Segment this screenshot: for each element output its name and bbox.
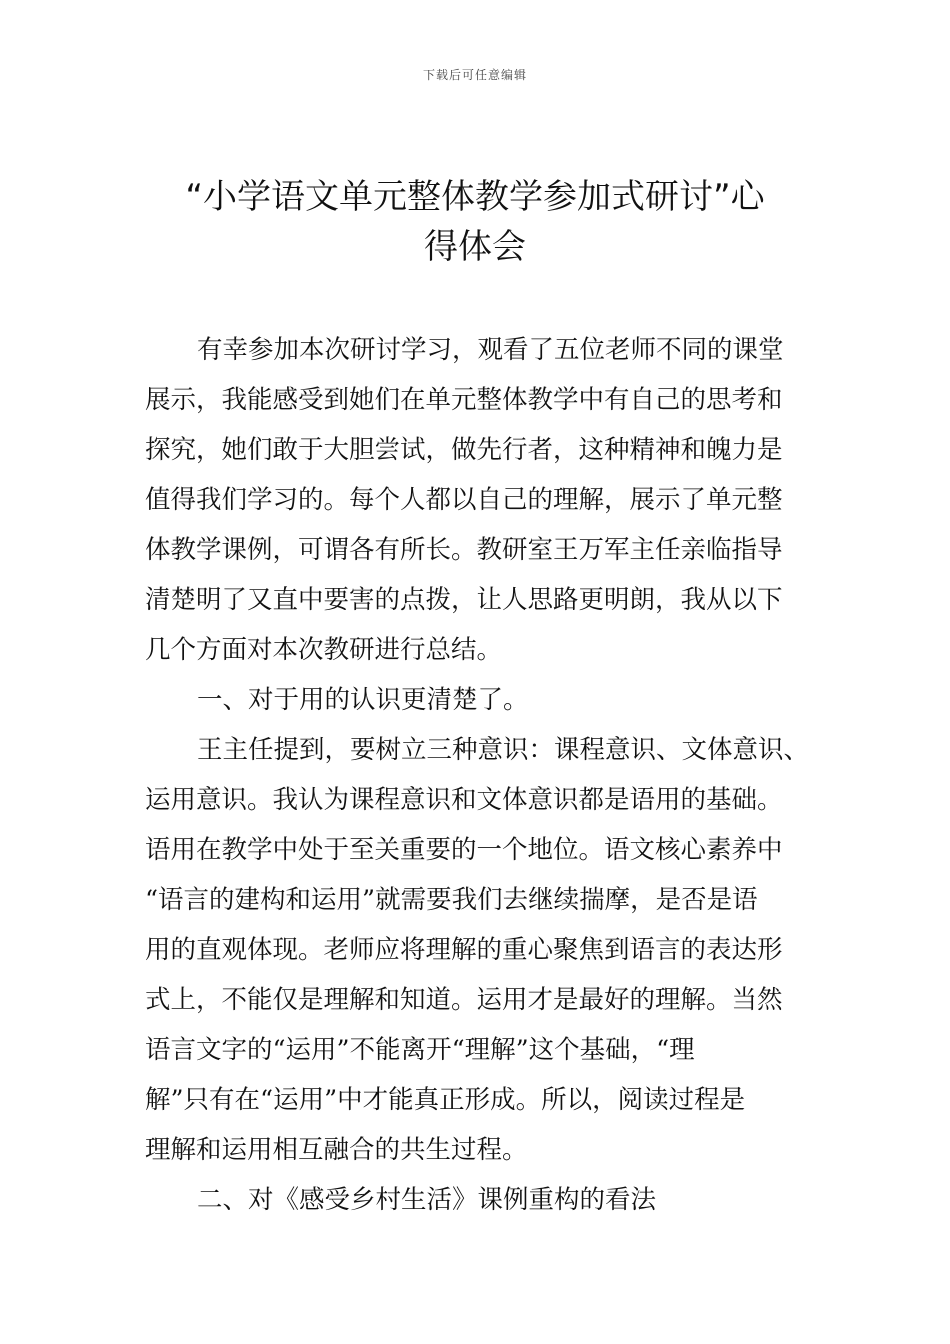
paragraph-line: 值得我们学习的。每个人都以自己的理解，展示了单元整 bbox=[145, 485, 783, 515]
paragraph-line: 探究，她们敢于大胆尝试，做先行者，这种精神和魄力是 bbox=[145, 435, 783, 465]
paragraph-line: “语言的建构和运用”就需要我们去继续揣摩，是否是语 bbox=[145, 885, 758, 915]
section-heading: 二、对《感受乡村生活》课例重构的看法 bbox=[197, 1185, 657, 1215]
paragraph-line: 语言文字的“运用”不能离开“理解”这个基础，“理 bbox=[145, 1035, 695, 1065]
paragraph-line: 式上，不能仅是理解和知道。运用才是最好的理解。当然 bbox=[145, 985, 783, 1015]
paragraph-line: 运用意识。我认为课程意识和文体意识都是语用的基础。 bbox=[145, 785, 783, 815]
document-body bbox=[145, 325, 810, 1225]
paragraph-line: 用的直观体现。老师应将理解的重心聚焦到语言的表达形 bbox=[145, 935, 783, 965]
paragraph-line: 清楚明了又直中要害的点拨，让人思路更明朗，我从以下 bbox=[145, 585, 783, 615]
page-header-note: 下载后可任意编辑 bbox=[422, 68, 527, 82]
paragraph-line: 几个方面对本次教研进行总结。 bbox=[145, 635, 503, 665]
paragraph-line: 理解和运用相互融合的共生过程。 bbox=[145, 1135, 528, 1165]
paragraph-line: 解”只有在“运用”中才能真正形成。所以，阅读过程是 bbox=[145, 1085, 746, 1115]
document-title bbox=[150, 172, 800, 272]
paragraph-line: 有幸参加本次研讨学习，观看了五位老师不同的课堂 bbox=[197, 335, 784, 365]
title-line-2: 得体会 bbox=[424, 227, 526, 267]
title-line-1: “小学语文单元整体教学参加式研讨”心 bbox=[185, 177, 765, 217]
paragraph-line: 王主任提到，要树立三种意识：课程意识、文体意识、 bbox=[197, 735, 810, 765]
paragraph-line: 展示，我能感受到她们在单元整体教学中有自己的思考和 bbox=[145, 385, 783, 415]
paragraph-line: 体教学课例，可谓各有所长。教研室王万军主任亲临指导 bbox=[145, 535, 783, 565]
section-heading: 一、对于用的认识更清楚了。 bbox=[197, 685, 529, 715]
paragraph-line: 语用在教学中处于至关重要的一个地位。语文核心素养中 bbox=[145, 835, 783, 865]
